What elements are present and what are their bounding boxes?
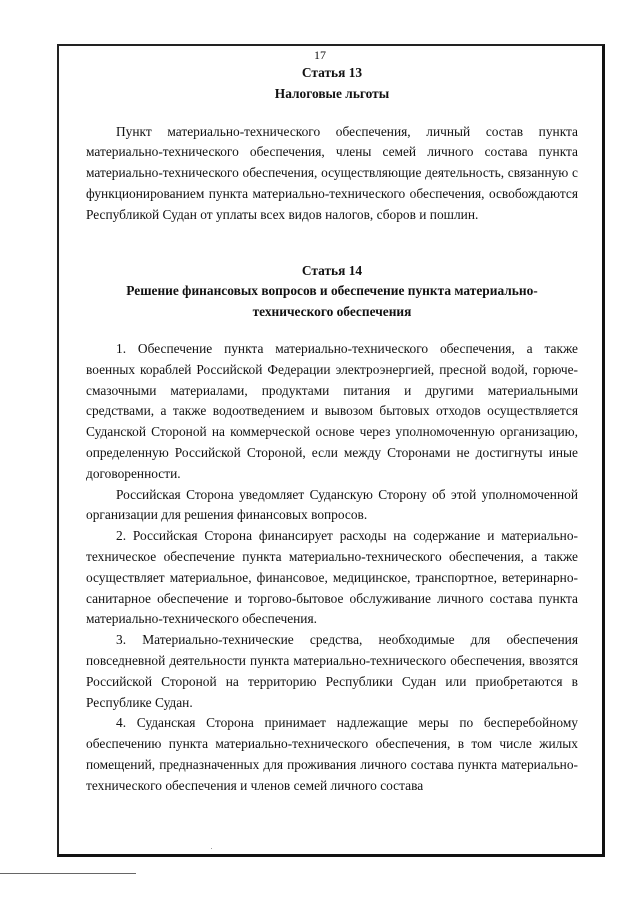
footer-rule: [0, 873, 136, 874]
article-13-paragraph-1: Пункт материально-технического обеспечения, личный состав пункта материально-технического обеспечения, члены семей личного состава пункта материально-технического обеспечения, осуществляющие деятельность, связанную с функционированием пункта материально-технического обеспечения, освобождаются Республикой Судан от уплаты всех видов налогов, сборов и пошлин.: [86, 123, 578, 222]
spacer: [86, 226, 578, 261]
article-14-title: Статья 14: [301, 262, 363, 278]
article-14: [86, 261, 578, 797]
article-14-paragraph-1: 1. Обеспечение пункта материально-технического обеспечения, а также военных кораблей Российской Федерации электроэнергией, пресной водой, горюче-смазочными материалами, продуктами питания и другими материальными средствами, а также водоотведением и вывозом бытовых отходов осуществляется Суданской Стороной на коммерческой основе через уполномоченную организацию, определенную Российской Стороной, если между Сторонами не достигнуты иные договоренности.: [86, 340, 578, 481]
article-14-paragraph-4: 3. Материально-технические средства, необходимые для обеспечения повседневной деятельности пункта материально-технического обеспечения, ввозятся Российской Стороной на территорию Республики Судан или приобретаются в Республике Судан.: [86, 632, 578, 710]
spacer: [86, 323, 578, 339]
document-body: [86, 63, 578, 797]
article-13-subtitle: Налоговые льготы: [274, 85, 390, 101]
article-14-subtitle: Решение финансовых вопросов и обеспечение пункта материально-технического обеспечения: [126, 283, 538, 320]
spacer: [86, 105, 578, 122]
article-13-title: Статья 13: [301, 65, 363, 80]
article-13: [86, 63, 578, 226]
article-14-paragraph-3: 2. Российская Сторона финансирует расходы на содержание и материально-техническое обеспечение пункта материально-технического обеспечения, а также осуществляет материальное, финансовое, медицинское, транспортное, ветеринарно-санитарное обеспечение и торгово-бытовое обслуживание личного состава пункта материально-технического обеспечения.: [86, 528, 578, 627]
article-14-paragraph-2: Российская Сторона уведомляет Суданскую Сторону об этой уполномоченной организации для решения финансовых вопросов.: [86, 486, 578, 523]
page-number: 17: [314, 48, 326, 62]
scan-artifact: [211, 848, 212, 849]
article-14-paragraph-5: 4. Суданская Сторона принимает надлежащие меры по бесперебойному обеспечению пункта материально-технического обеспечения, в том числе жилых помещений, предназначенных для проживания личного состава пункта материально-технического обеспечения и членов семей личного состава: [86, 715, 578, 793]
